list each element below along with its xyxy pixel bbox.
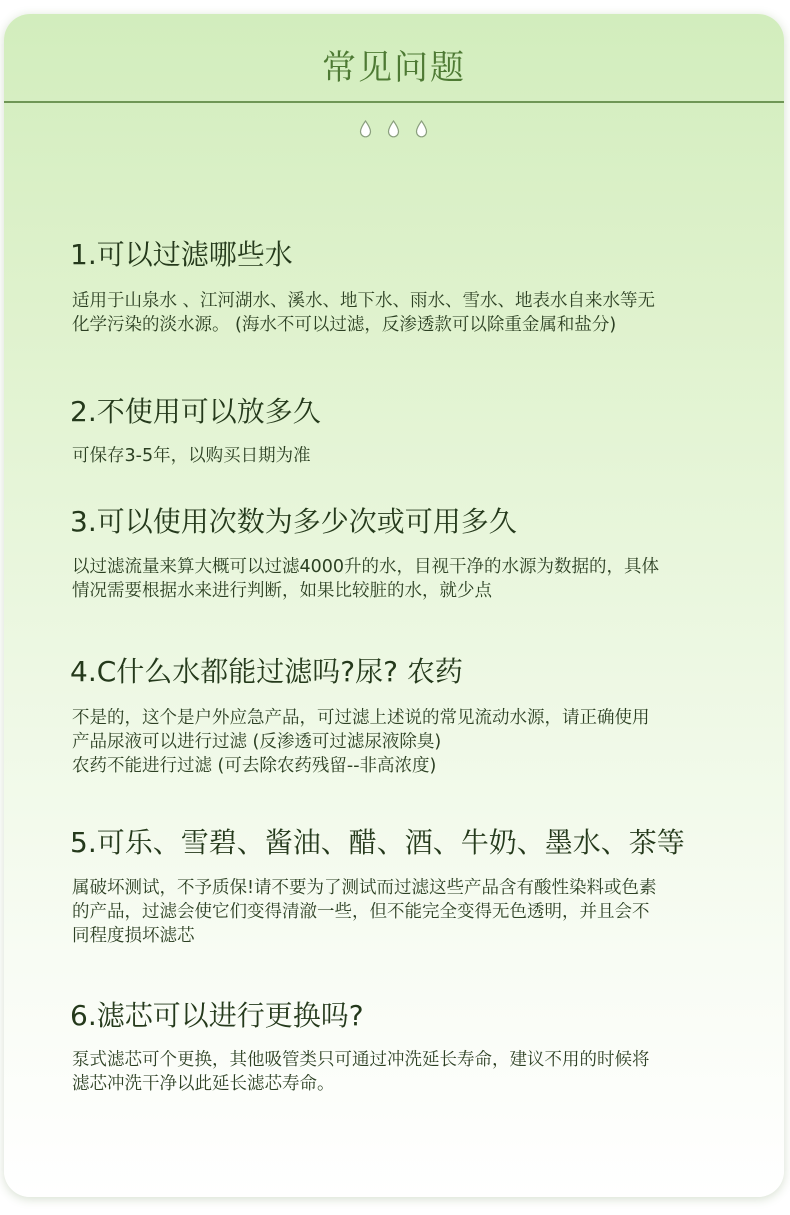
faq-question-2: 2.不使用可以放多久 — [70, 395, 321, 428]
answer-line: 以过滤流量来算大概可以过滤4000升的水，目视干净的水源为数据的，具体 — [72, 557, 660, 577]
water-drops-decoration — [359, 120, 434, 144]
answer-line: 产品尿液可以进行过滤 (反渗透可过滤尿液除臭) — [72, 732, 442, 752]
faq-answer-4 — [72, 706, 752, 778]
answer-line: 的产品，过滤会使它们变得清澈一些，但不能完全变得无色透明，并且会不 — [72, 902, 650, 922]
water-drop-icon — [359, 120, 372, 138]
water-drop-icon — [387, 120, 400, 138]
faq-answer-6 — [72, 1048, 752, 1096]
answer-line: 化学污染的淡水源。 (海水不可以过滤，反渗透款可以除重金属和盐分) — [72, 315, 617, 335]
answer-line: 可保存3-5年，以购买日期为准 — [72, 446, 311, 466]
answer-line: 滤芯冲洗干净以此延长滤芯寿命。 — [72, 1074, 335, 1094]
title-divider — [4, 101, 784, 103]
faq-answer-3 — [72, 555, 752, 603]
faq-question-5: 5.可乐、雪碧、酱油、醋、酒、牛奶、墨水、茶等 — [70, 826, 685, 859]
answer-line: 不是的，这个是户外应急产品，可过滤上述说的常见流动水源，请正确使用 — [72, 708, 650, 728]
faq-answer-5 — [72, 876, 752, 948]
faq-answer-1 — [72, 289, 752, 337]
answer-line: 情况需要根据水来进行判断，如果比较脏的水，就少点 — [72, 581, 492, 601]
water-drop-icon — [415, 120, 428, 138]
faq-question-3: 3.可以使用次数为多少次或可用多久 — [70, 505, 517, 538]
faq-question-1: 1.可以过滤哪些水 — [70, 238, 293, 271]
answer-line: 同程度损坏滤芯 — [72, 926, 195, 946]
page-title: 常见问题 — [322, 48, 466, 88]
answer-line: 适用于山泉水 、江河湖水、溪水、地下水、雨水、雪水、地表水自来水等无 — [72, 291, 656, 311]
answer-line: 泵式滤芯可个更换，其他吸管类只可通过冲洗延长寿命，建议不用的时候将 — [72, 1050, 650, 1070]
faq-card — [4, 14, 784, 1197]
faq-answer-2 — [72, 444, 752, 468]
answer-line: 农药不能进行过滤 (可去除农药残留--非高浓度) — [72, 756, 437, 776]
faq-question-6: 6.滤芯可以进行更换吗? — [70, 999, 364, 1032]
faq-question-4: 4.C什么水都能过滤吗?尿? 农药 — [70, 655, 463, 688]
answer-line: 属破坏测试，不予质保!请不要为了测试而过滤这些产品含有酸性染料或色素 — [72, 878, 657, 898]
